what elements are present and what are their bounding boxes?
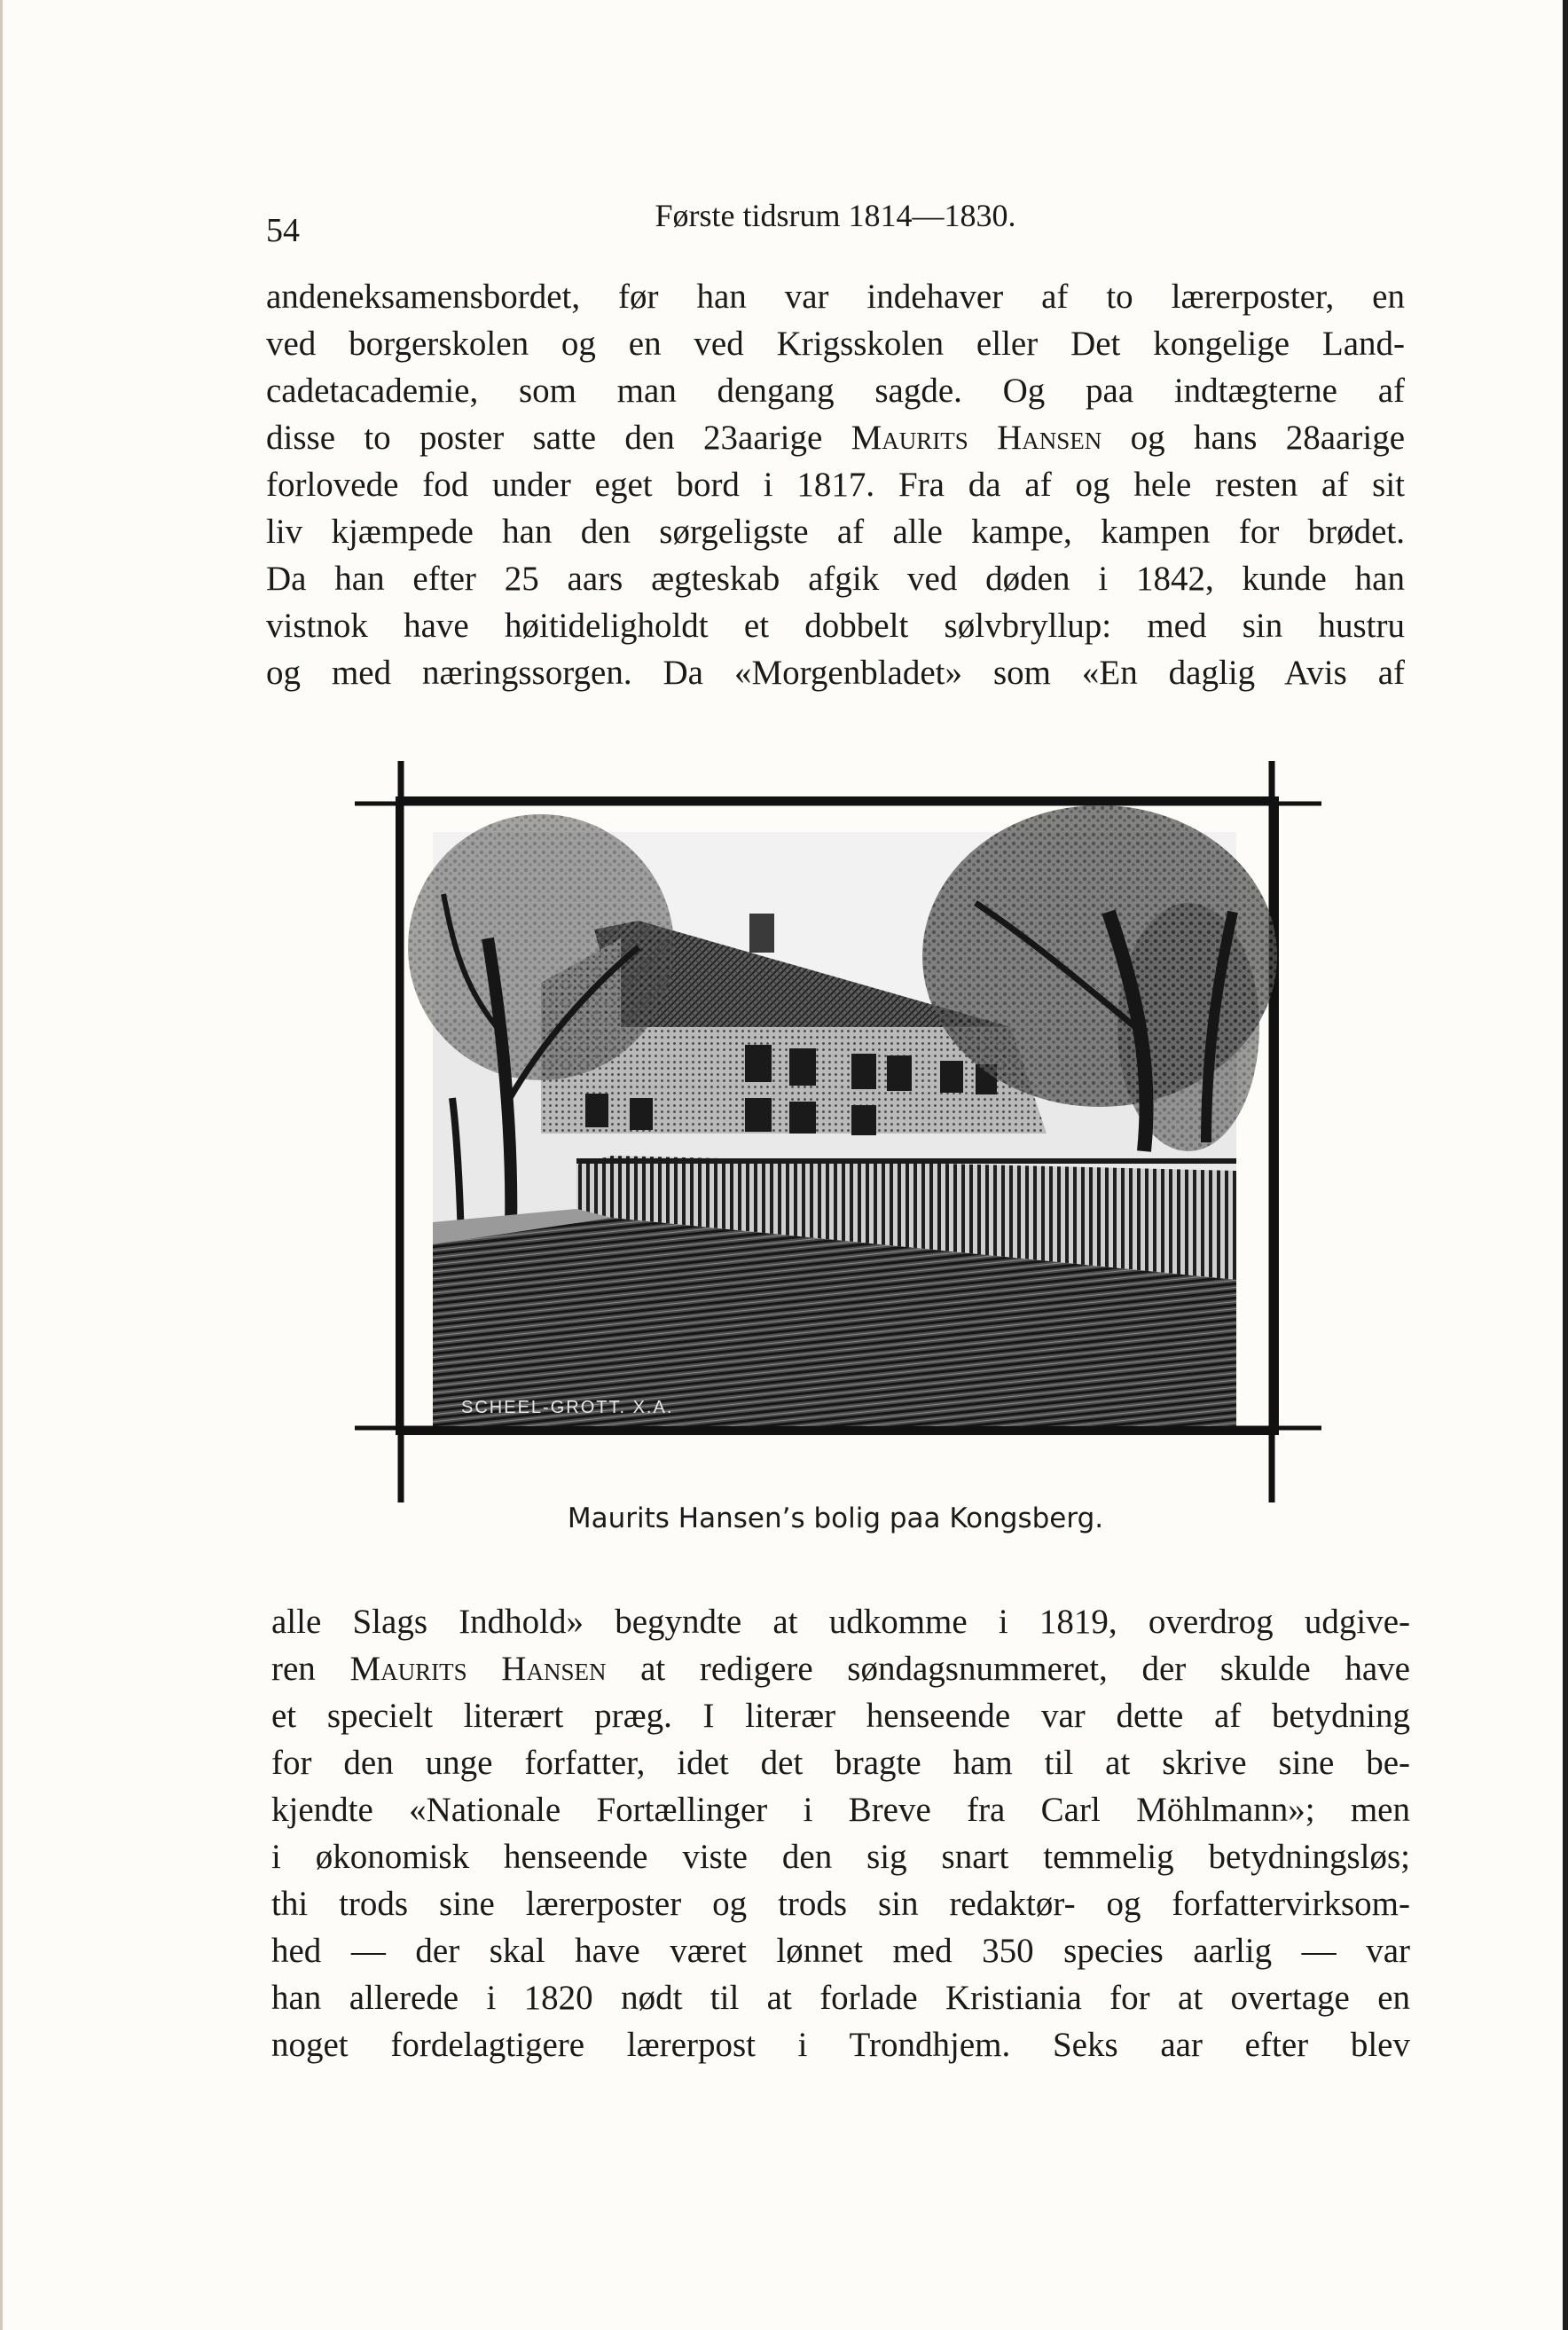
figure xyxy=(355,761,1321,1502)
person-name: Maurits Hansen xyxy=(851,419,1102,457)
text-line xyxy=(271,1645,1410,1692)
text-segment: og hans 28aarige xyxy=(1102,419,1405,457)
page-edge-right xyxy=(1563,0,1568,2330)
paragraph-bottom xyxy=(271,1598,1410,2068)
text-line: noget fordelagtigere lærerpost i Trondhjem. Seks aar efter blev xyxy=(271,2026,1410,2064)
text-line: i økonomisk henseende viste den sig snart temmelig betydningsløs; xyxy=(271,1838,1410,1876)
text-line: et specielt literært præg. I literær henseende var dette af betydning xyxy=(271,1697,1410,1735)
text-line: ved borgerskolen og en ved Krigsskolen eller Det kongelige Land- xyxy=(266,325,1405,363)
figure-caption: Maurits Hansen’s bolig paa Kongsberg. xyxy=(567,1502,1104,1534)
engraver-signature: SCHEEL-GROTT. X.A. xyxy=(461,1398,674,1417)
text-segment: disse to poster satte den 23aarige xyxy=(266,419,851,457)
text-line: for den unge forfatter, idet det bragte ham til at skrive sine be- xyxy=(271,1744,1410,1782)
text-line: kjendte «Nationale Fortællinger i Breve fra Carl Möhlmann»; men xyxy=(271,1791,1410,1829)
running-title: Første tidsrum 1814—1830. xyxy=(655,198,1016,233)
text-line: hed — der skal have været lønnet med 350 species aarlig — var xyxy=(271,1932,1410,1970)
text-line: liv kjæmpede han den sørgeligste af alle kampe, kampen for brødet. xyxy=(266,513,1405,551)
text-line: Da han efter 25 aars ægteskab afgik ved døden i 1842, kunde han xyxy=(266,560,1405,598)
page-edge-left xyxy=(0,0,3,2330)
paragraph-top xyxy=(266,273,1405,696)
text-line: forlovede fod under eget bord i 1817. Fra da af og hele resten af sit xyxy=(266,466,1405,504)
text-line: andeneksamensbordet, før han var indehaver af to lærerposter, en xyxy=(266,278,1405,316)
picture xyxy=(408,805,1277,1426)
text-line: han allerede i 1820 nødt til at forlade Kristiania for at overtage en xyxy=(271,1979,1410,2017)
page-number: 54 xyxy=(266,212,300,249)
text-line: vistnok have høitideligholdt et dobbelt sølvbryllup: med sin hustru xyxy=(266,607,1405,645)
text-line: alle Slags Indhold» begyndte at udkomme i 1819, overdrog udgive- xyxy=(271,1603,1410,1641)
text-line: og med næringssorgen. Da «Morgenbladet» som «En daglig Avis af xyxy=(266,654,1405,692)
text-line xyxy=(266,414,1405,461)
text-line: cadetacademie, som man dengang sagde. Og paa indtægterne af xyxy=(266,372,1405,410)
text-line: thi trods sine lærerposter og trods sin redaktør- og forfattervirksom- xyxy=(271,1885,1410,1923)
person-name: Maurits Hansen xyxy=(349,1650,607,1688)
text-segment: at redigere søndagsnummeret, der skulde have xyxy=(606,1650,1410,1688)
house-engraving xyxy=(355,761,1321,1502)
text-segment: ren xyxy=(271,1650,350,1688)
